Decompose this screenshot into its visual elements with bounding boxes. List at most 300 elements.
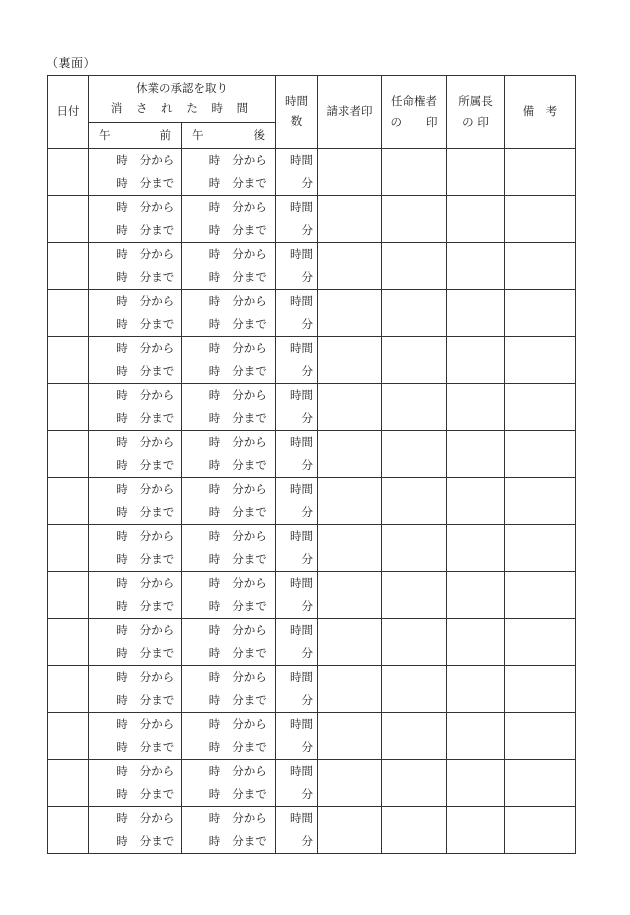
appointer-seal-cell[interactable]	[382, 713, 447, 760]
appointer-seal-header-line1: 任命権者	[391, 93, 437, 108]
remarks-header: 備 考	[505, 76, 576, 149]
minute-from-label: 分から	[232, 341, 267, 355]
am-time-cell[interactable]	[89, 525, 182, 572]
hour-label: 時	[208, 811, 221, 825]
hour-label: 時	[116, 552, 128, 566]
hours-label: 時間	[290, 435, 313, 449]
requester-seal-cell[interactable]	[318, 666, 382, 713]
minutes-label: 分	[301, 693, 313, 707]
header-row	[48, 76, 576, 123]
director-seal-cell[interactable]	[447, 196, 505, 243]
hour-label: 時	[208, 717, 221, 731]
minute-from-label: 分から	[232, 811, 267, 825]
hour-label: 時	[116, 270, 128, 284]
director-seal-header-line2: の 印	[462, 114, 489, 129]
hour-label: 時	[208, 223, 221, 237]
pm-time-cell[interactable]	[182, 196, 276, 243]
hour-label: 時	[116, 411, 128, 425]
hour-label: 時	[208, 787, 221, 801]
requester-seal-header: 請求者印	[318, 76, 382, 149]
hour-label: 時	[208, 294, 221, 308]
hour-label: 時	[116, 740, 128, 754]
hour-label: 時	[116, 341, 128, 355]
minute-to-label: 分まで	[139, 552, 175, 566]
minute-to-label: 分まで	[232, 176, 267, 190]
remarks-cell[interactable]	[505, 760, 576, 807]
pm-time-cell[interactable]	[182, 337, 276, 384]
minute-from-label: 分から	[139, 341, 175, 355]
hours-label: 時間	[290, 153, 313, 167]
requester-seal-cell[interactable]	[318, 760, 382, 807]
pm-time-cell[interactable]	[182, 619, 276, 666]
hour-label: 時	[116, 458, 128, 472]
hours-label: 時間	[290, 341, 313, 355]
pm-time-cell[interactable]	[182, 384, 276, 431]
hours-label: 時間	[290, 811, 313, 825]
minute-from-label: 分から	[139, 435, 175, 449]
director-seal-cell[interactable]	[447, 619, 505, 666]
table-row	[48, 384, 576, 431]
hour-label: 時	[208, 623, 221, 637]
hour-label: 時	[208, 740, 221, 754]
minute-from-label: 分から	[139, 247, 175, 261]
minute-from-label: 分から	[139, 717, 175, 731]
hour-label: 時	[116, 317, 128, 331]
director-seal-cell[interactable]	[447, 431, 505, 478]
hour-label: 時	[208, 834, 221, 848]
hours-cell[interactable]	[276, 478, 318, 525]
table-row	[48, 337, 576, 384]
pm-time-cell[interactable]	[182, 478, 276, 525]
director-seal-cell[interactable]	[447, 478, 505, 525]
am-time-cell[interactable]	[89, 572, 182, 619]
minute-to-label: 分まで	[232, 458, 267, 472]
minute-from-label: 分から	[139, 294, 175, 308]
hours-cell[interactable]	[276, 525, 318, 572]
hours-cell[interactable]	[276, 431, 318, 478]
remarks-cell[interactable]	[505, 337, 576, 384]
hour-label: 時	[116, 482, 128, 496]
date-cell[interactable]	[48, 478, 89, 525]
minute-to-label: 分まで	[139, 834, 175, 848]
minute-to-label: 分まで	[232, 317, 267, 331]
am-time-cell[interactable]	[89, 478, 182, 525]
remarks-cell[interactable]	[505, 196, 576, 243]
am-time-cell[interactable]	[89, 290, 182, 337]
table-row	[48, 196, 576, 243]
remarks-cell[interactable]	[505, 666, 576, 713]
minute-to-label: 分まで	[232, 599, 267, 613]
pm-time-cell[interactable]	[182, 760, 276, 807]
minute-from-label: 分から	[232, 153, 267, 167]
appointer-seal-cell[interactable]	[382, 619, 447, 666]
appointer-seal-cell[interactable]	[382, 290, 447, 337]
hours-cell[interactable]	[276, 807, 318, 854]
hours-cell[interactable]	[276, 713, 318, 760]
minute-to-label: 分まで	[232, 364, 267, 378]
hour-label: 時	[116, 176, 128, 190]
am-time-cell[interactable]	[89, 384, 182, 431]
pm-time-cell[interactable]	[182, 713, 276, 760]
table-row	[48, 666, 576, 713]
table-row	[48, 525, 576, 572]
minute-from-label: 分から	[232, 247, 267, 261]
hour-label: 時	[208, 270, 221, 284]
date-cell[interactable]	[48, 760, 89, 807]
hour-label: 時	[116, 388, 128, 402]
minute-to-label: 分まで	[139, 599, 175, 613]
director-seal-header-line1: 所属長	[458, 93, 493, 108]
hour-label: 時	[208, 529, 221, 543]
hours-label: 時間	[290, 670, 313, 684]
pm-time-cell[interactable]	[182, 243, 276, 290]
date-cell[interactable]	[48, 666, 89, 713]
table-row	[48, 149, 576, 196]
minute-to-label: 分まで	[232, 693, 267, 707]
minutes-label: 分	[301, 364, 313, 378]
pm-time-cell[interactable]	[182, 431, 276, 478]
date-cell[interactable]	[48, 807, 89, 854]
minute-from-label: 分から	[232, 529, 267, 543]
director-seal-cell[interactable]	[447, 572, 505, 619]
hours-cell[interactable]	[276, 619, 318, 666]
hour-label: 時	[116, 223, 128, 237]
minute-to-label: 分まで	[139, 317, 175, 331]
hour-label: 時	[116, 505, 128, 519]
hours-label: 時間	[290, 717, 313, 731]
am-header-right: 前	[159, 127, 171, 142]
hour-label: 時	[116, 717, 128, 731]
hours-cell[interactable]	[276, 384, 318, 431]
minutes-label: 分	[301, 787, 313, 801]
minute-to-label: 分まで	[232, 834, 267, 848]
table-row	[48, 572, 576, 619]
minutes-label: 分	[301, 646, 313, 660]
am-header	[89, 123, 182, 149]
minutes-label: 分	[301, 223, 313, 237]
requester-seal-cell[interactable]	[318, 384, 382, 431]
appointer-seal-header-no: の	[390, 114, 402, 129]
hour-label: 時	[208, 599, 221, 613]
hours-label: 時間	[290, 764, 313, 778]
pm-time-cell[interactable]	[182, 525, 276, 572]
requester-seal-cell[interactable]	[318, 337, 382, 384]
minute-from-label: 分から	[139, 576, 175, 590]
minute-from-label: 分から	[139, 482, 175, 496]
pm-header-right: 後	[253, 127, 265, 142]
director-seal-cell[interactable]	[447, 713, 505, 760]
minute-to-label: 分まで	[232, 740, 267, 754]
hour-label: 時	[208, 388, 221, 402]
minute-from-label: 分から	[232, 482, 267, 496]
minute-to-label: 分まで	[139, 693, 175, 707]
minute-from-label: 分から	[139, 200, 175, 214]
minute-from-label: 分から	[232, 576, 267, 590]
hour-label: 時	[208, 505, 221, 519]
appointer-seal-cell[interactable]	[382, 384, 447, 431]
minute-from-label: 分から	[139, 764, 175, 778]
appointer-seal-cell[interactable]	[382, 760, 447, 807]
director-seal-cell[interactable]	[447, 807, 505, 854]
date-cell[interactable]	[48, 384, 89, 431]
minute-to-label: 分まで	[139, 364, 175, 378]
remarks-cell[interactable]	[505, 525, 576, 572]
hour-label: 時	[116, 247, 128, 261]
appointer-seal-cell[interactable]	[382, 149, 447, 196]
pm-time-cell[interactable]	[182, 149, 276, 196]
minute-to-label: 分まで	[232, 646, 267, 660]
table-row	[48, 431, 576, 478]
requester-seal-cell[interactable]	[318, 243, 382, 290]
requester-seal-cell[interactable]	[318, 196, 382, 243]
minutes-label: 分	[301, 834, 313, 848]
minute-from-label: 分から	[232, 717, 267, 731]
minutes-label: 分	[301, 740, 313, 754]
pm-time-cell[interactable]	[182, 290, 276, 337]
minutes-label: 分	[301, 317, 313, 331]
minute-to-label: 分まで	[139, 176, 175, 190]
minute-from-label: 分から	[232, 200, 267, 214]
hours-label: 時間	[290, 247, 313, 261]
date-cell[interactable]	[48, 713, 89, 760]
minute-from-label: 分から	[232, 623, 267, 637]
hour-label: 時	[208, 247, 221, 261]
hour-label: 時	[208, 458, 221, 472]
table-row	[48, 807, 576, 854]
leave-cancellation-form-table	[47, 75, 576, 854]
hour-label: 時	[208, 153, 221, 167]
minute-to-label: 分まで	[139, 458, 175, 472]
hours-cell[interactable]	[276, 337, 318, 384]
hour-label: 時	[116, 693, 128, 707]
hour-label: 時	[208, 552, 221, 566]
minute-from-label: 分から	[139, 153, 175, 167]
date-cell[interactable]	[48, 149, 89, 196]
minute-to-label: 分まで	[139, 270, 175, 284]
hours-label: 時間	[290, 200, 313, 214]
requester-seal-cell[interactable]	[318, 478, 382, 525]
hour-label: 時	[116, 646, 128, 660]
am-time-cell[interactable]	[89, 431, 182, 478]
hours-cell[interactable]	[276, 290, 318, 337]
minute-from-label: 分から	[139, 811, 175, 825]
minute-to-label: 分まで	[232, 223, 267, 237]
remarks-cell[interactable]	[505, 807, 576, 854]
appointer-seal-cell[interactable]	[382, 807, 447, 854]
minute-from-label: 分から	[232, 670, 267, 684]
am-time-cell[interactable]	[89, 760, 182, 807]
am-time-cell[interactable]	[89, 149, 182, 196]
requester-seal-cell[interactable]	[318, 619, 382, 666]
pm-header-left: 午	[192, 127, 204, 142]
table-row	[48, 243, 576, 290]
hour-label: 時	[208, 482, 221, 496]
hour-label: 時	[116, 670, 128, 684]
requester-seal-cell[interactable]	[318, 525, 382, 572]
requester-seal-cell[interactable]	[318, 431, 382, 478]
minutes-label: 分	[301, 270, 313, 284]
minutes-label: 分	[301, 552, 313, 566]
minutes-label: 分	[301, 505, 313, 519]
am-time-cell[interactable]	[89, 337, 182, 384]
hour-label: 時	[208, 764, 221, 778]
minute-to-label: 分まで	[139, 223, 175, 237]
hours-label: 時間	[290, 623, 313, 637]
date-cell[interactable]	[48, 290, 89, 337]
pm-time-cell[interactable]	[182, 572, 276, 619]
appointer-seal-cell[interactable]	[382, 666, 447, 713]
remarks-cell[interactable]	[505, 478, 576, 525]
remarks-cell[interactable]	[505, 572, 576, 619]
appointer-seal-cell[interactable]	[382, 525, 447, 572]
hours-label: 時間	[290, 529, 313, 543]
hours-header-line1: 時間	[285, 94, 308, 109]
minute-to-label: 分まで	[232, 270, 267, 284]
hour-label: 時	[208, 576, 221, 590]
hours-cell[interactable]	[276, 760, 318, 807]
cancelled-time-header	[89, 76, 276, 123]
remarks-cell[interactable]	[505, 713, 576, 760]
hour-label: 時	[208, 646, 221, 660]
appointer-seal-cell[interactable]	[382, 431, 447, 478]
date-cell[interactable]	[48, 196, 89, 243]
minute-to-label: 分まで	[232, 552, 267, 566]
remarks-cell[interactable]	[505, 431, 576, 478]
appointer-seal-cell[interactable]	[382, 196, 447, 243]
requester-seal-cell[interactable]	[318, 572, 382, 619]
hours-cell[interactable]	[276, 572, 318, 619]
minute-to-label: 分まで	[139, 787, 175, 801]
appointer-seal-cell[interactable]	[382, 572, 447, 619]
hours-cell[interactable]	[276, 666, 318, 713]
requester-seal-cell[interactable]	[318, 807, 382, 854]
minute-from-label: 分から	[232, 294, 267, 308]
page-label: （裏面）	[46, 56, 97, 70]
minute-from-label: 分から	[232, 435, 267, 449]
pm-header	[182, 123, 276, 149]
hours-cell[interactable]	[276, 149, 318, 196]
table-row	[48, 713, 576, 760]
director-seal-cell[interactable]	[447, 384, 505, 431]
hour-label: 時	[116, 576, 128, 590]
remarks-cell[interactable]	[505, 619, 576, 666]
requester-seal-cell[interactable]	[318, 149, 382, 196]
hour-label: 時	[208, 693, 221, 707]
hour-label: 時	[116, 599, 128, 613]
minutes-label: 分	[301, 458, 313, 472]
requester-seal-cell[interactable]	[318, 290, 382, 337]
am-time-cell[interactable]	[89, 807, 182, 854]
hour-label: 時	[116, 153, 128, 167]
table-row	[48, 478, 576, 525]
minute-from-label: 分から	[232, 388, 267, 402]
minute-to-label: 分まで	[139, 411, 175, 425]
hour-label: 時	[116, 529, 128, 543]
hour-label: 時	[116, 294, 128, 308]
director-seal-cell[interactable]	[447, 149, 505, 196]
appointer-seal-cell[interactable]	[382, 243, 447, 290]
hours-header-line2: 数	[290, 114, 303, 128]
director-seal-cell[interactable]	[447, 290, 505, 337]
minute-to-label: 分まで	[139, 740, 175, 754]
hour-label: 時	[116, 787, 128, 801]
minute-to-label: 分まで	[232, 505, 267, 519]
director-seal-cell[interactable]	[447, 760, 505, 807]
appointer-seal-header	[382, 76, 447, 149]
hour-label: 時	[208, 411, 221, 425]
minute-to-label: 分まで	[139, 646, 175, 660]
date-cell[interactable]	[48, 619, 89, 666]
hour-label: 時	[116, 834, 128, 848]
director-seal-cell[interactable]	[447, 666, 505, 713]
minutes-label: 分	[301, 599, 313, 613]
hours-label: 時間	[290, 388, 313, 402]
hour-label: 時	[208, 435, 221, 449]
director-seal-cell[interactable]	[447, 243, 505, 290]
director-seal-cell[interactable]	[447, 337, 505, 384]
minute-from-label: 分から	[139, 529, 175, 543]
date-cell[interactable]	[48, 525, 89, 572]
date-header: 日付	[48, 76, 89, 149]
am-time-cell[interactable]	[89, 666, 182, 713]
hour-label: 時	[116, 623, 128, 637]
pm-time-cell[interactable]	[182, 666, 276, 713]
minute-to-label: 分まで	[139, 505, 175, 519]
hours-header	[276, 76, 318, 149]
hours-label: 時間	[290, 482, 313, 496]
hour-label: 時	[208, 670, 221, 684]
am-time-cell[interactable]	[89, 713, 182, 760]
director-seal-cell[interactable]	[447, 525, 505, 572]
hours-label: 時間	[290, 294, 313, 308]
remarks-cell[interactable]	[505, 384, 576, 431]
requester-seal-cell[interactable]	[318, 713, 382, 760]
hours-cell[interactable]	[276, 243, 318, 290]
cancelled-time-header-line1: 休業の承認を取り	[136, 81, 228, 96]
cancelled-time-header-line2: 消 さ れ た 時 間	[110, 101, 254, 115]
hour-label: 時	[208, 200, 221, 214]
date-cell[interactable]	[48, 243, 89, 290]
appointer-seal-cell[interactable]	[382, 478, 447, 525]
hours-label: 時間	[290, 576, 313, 590]
hour-label: 時	[116, 364, 128, 378]
minute-from-label: 分から	[139, 670, 175, 684]
remarks-cell[interactable]	[505, 149, 576, 196]
appointer-seal-header-in: 印	[426, 114, 438, 129]
date-cell[interactable]	[48, 337, 89, 384]
hour-label: 時	[116, 811, 128, 825]
hour-label: 時	[116, 764, 128, 778]
minute-to-label: 分まで	[232, 411, 267, 425]
hour-label: 時	[208, 317, 221, 331]
remarks-cell[interactable]	[505, 243, 576, 290]
minute-from-label: 分から	[232, 764, 267, 778]
table-row	[48, 290, 576, 337]
appointer-seal-cell[interactable]	[382, 337, 447, 384]
pm-time-cell[interactable]	[182, 807, 276, 854]
hours-cell[interactable]	[276, 196, 318, 243]
hour-label: 時	[208, 176, 221, 190]
remarks-cell[interactable]	[505, 290, 576, 337]
am-time-cell[interactable]	[89, 243, 182, 290]
am-time-cell[interactable]	[89, 196, 182, 243]
minute-to-label: 分まで	[232, 787, 267, 801]
minute-from-label: 分から	[139, 388, 175, 402]
am-time-cell[interactable]	[89, 619, 182, 666]
date-cell[interactable]	[48, 572, 89, 619]
minutes-label: 分	[301, 411, 313, 425]
date-cell[interactable]	[48, 431, 89, 478]
